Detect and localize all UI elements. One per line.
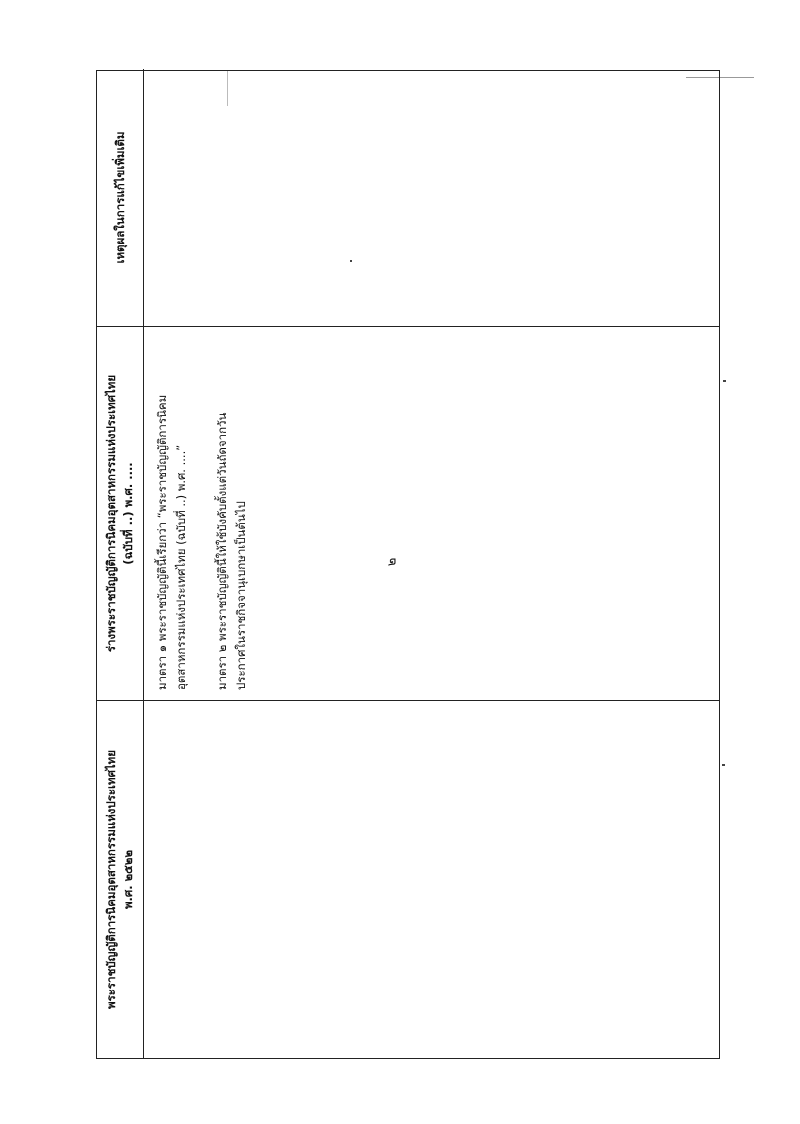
header-line: พ.ศ. ๒๕๒๒ bbox=[121, 849, 135, 910]
draft-act-body bbox=[153, 335, 273, 690]
column-current-act bbox=[97, 700, 719, 1058]
scan-speck bbox=[723, 380, 726, 382]
header-line: พระราชบัญญัติการนิคมอุตสาหกรรมแห่งประเทศไทย bbox=[104, 750, 118, 1009]
column-header-current-act bbox=[97, 701, 144, 1058]
header-line: (ฉบับที่ ..) พ.ศ. .... bbox=[121, 462, 135, 565]
header-line: ร่างพระราชบัญญัติการนิคมอุตสาหกรรมแห่งประเทศไทย bbox=[104, 374, 118, 653]
section-2-paragraph bbox=[213, 335, 251, 690]
rotated-sheet bbox=[96, 70, 720, 1059]
header-line: เหตุผลในการแก้ไขเพิ่มเติม bbox=[112, 131, 127, 264]
section-1-paragraph bbox=[153, 335, 191, 690]
column-header-draft-act bbox=[97, 327, 144, 700]
paragraph-line: มาตรา ๒ พระราชบัญญัตินี้ให้ใช้บังคับตั้งแต่วันถัดจากวัน bbox=[215, 412, 229, 690]
page-number: ๒ bbox=[384, 557, 400, 567]
paragraph-line: อุตสาหกรรมแห่งประเทศไทย (ฉบับที่ ..) พ.ศ. ....” bbox=[174, 444, 188, 690]
column-reasons bbox=[97, 69, 719, 326]
column-draft-act bbox=[97, 326, 719, 700]
scan-speck bbox=[722, 764, 725, 766]
paragraph-line: ประกาศในราชกิจจานุเบกษาเป็นต้นไป bbox=[234, 501, 248, 690]
paragraph-line: มาตรา ๑ พระราชบัญญัตินี้เรียกว่า “พระราชบัญญัติการนิคม bbox=[155, 394, 169, 690]
comparison-table bbox=[96, 70, 720, 1059]
column-header-reasons bbox=[97, 69, 144, 326]
